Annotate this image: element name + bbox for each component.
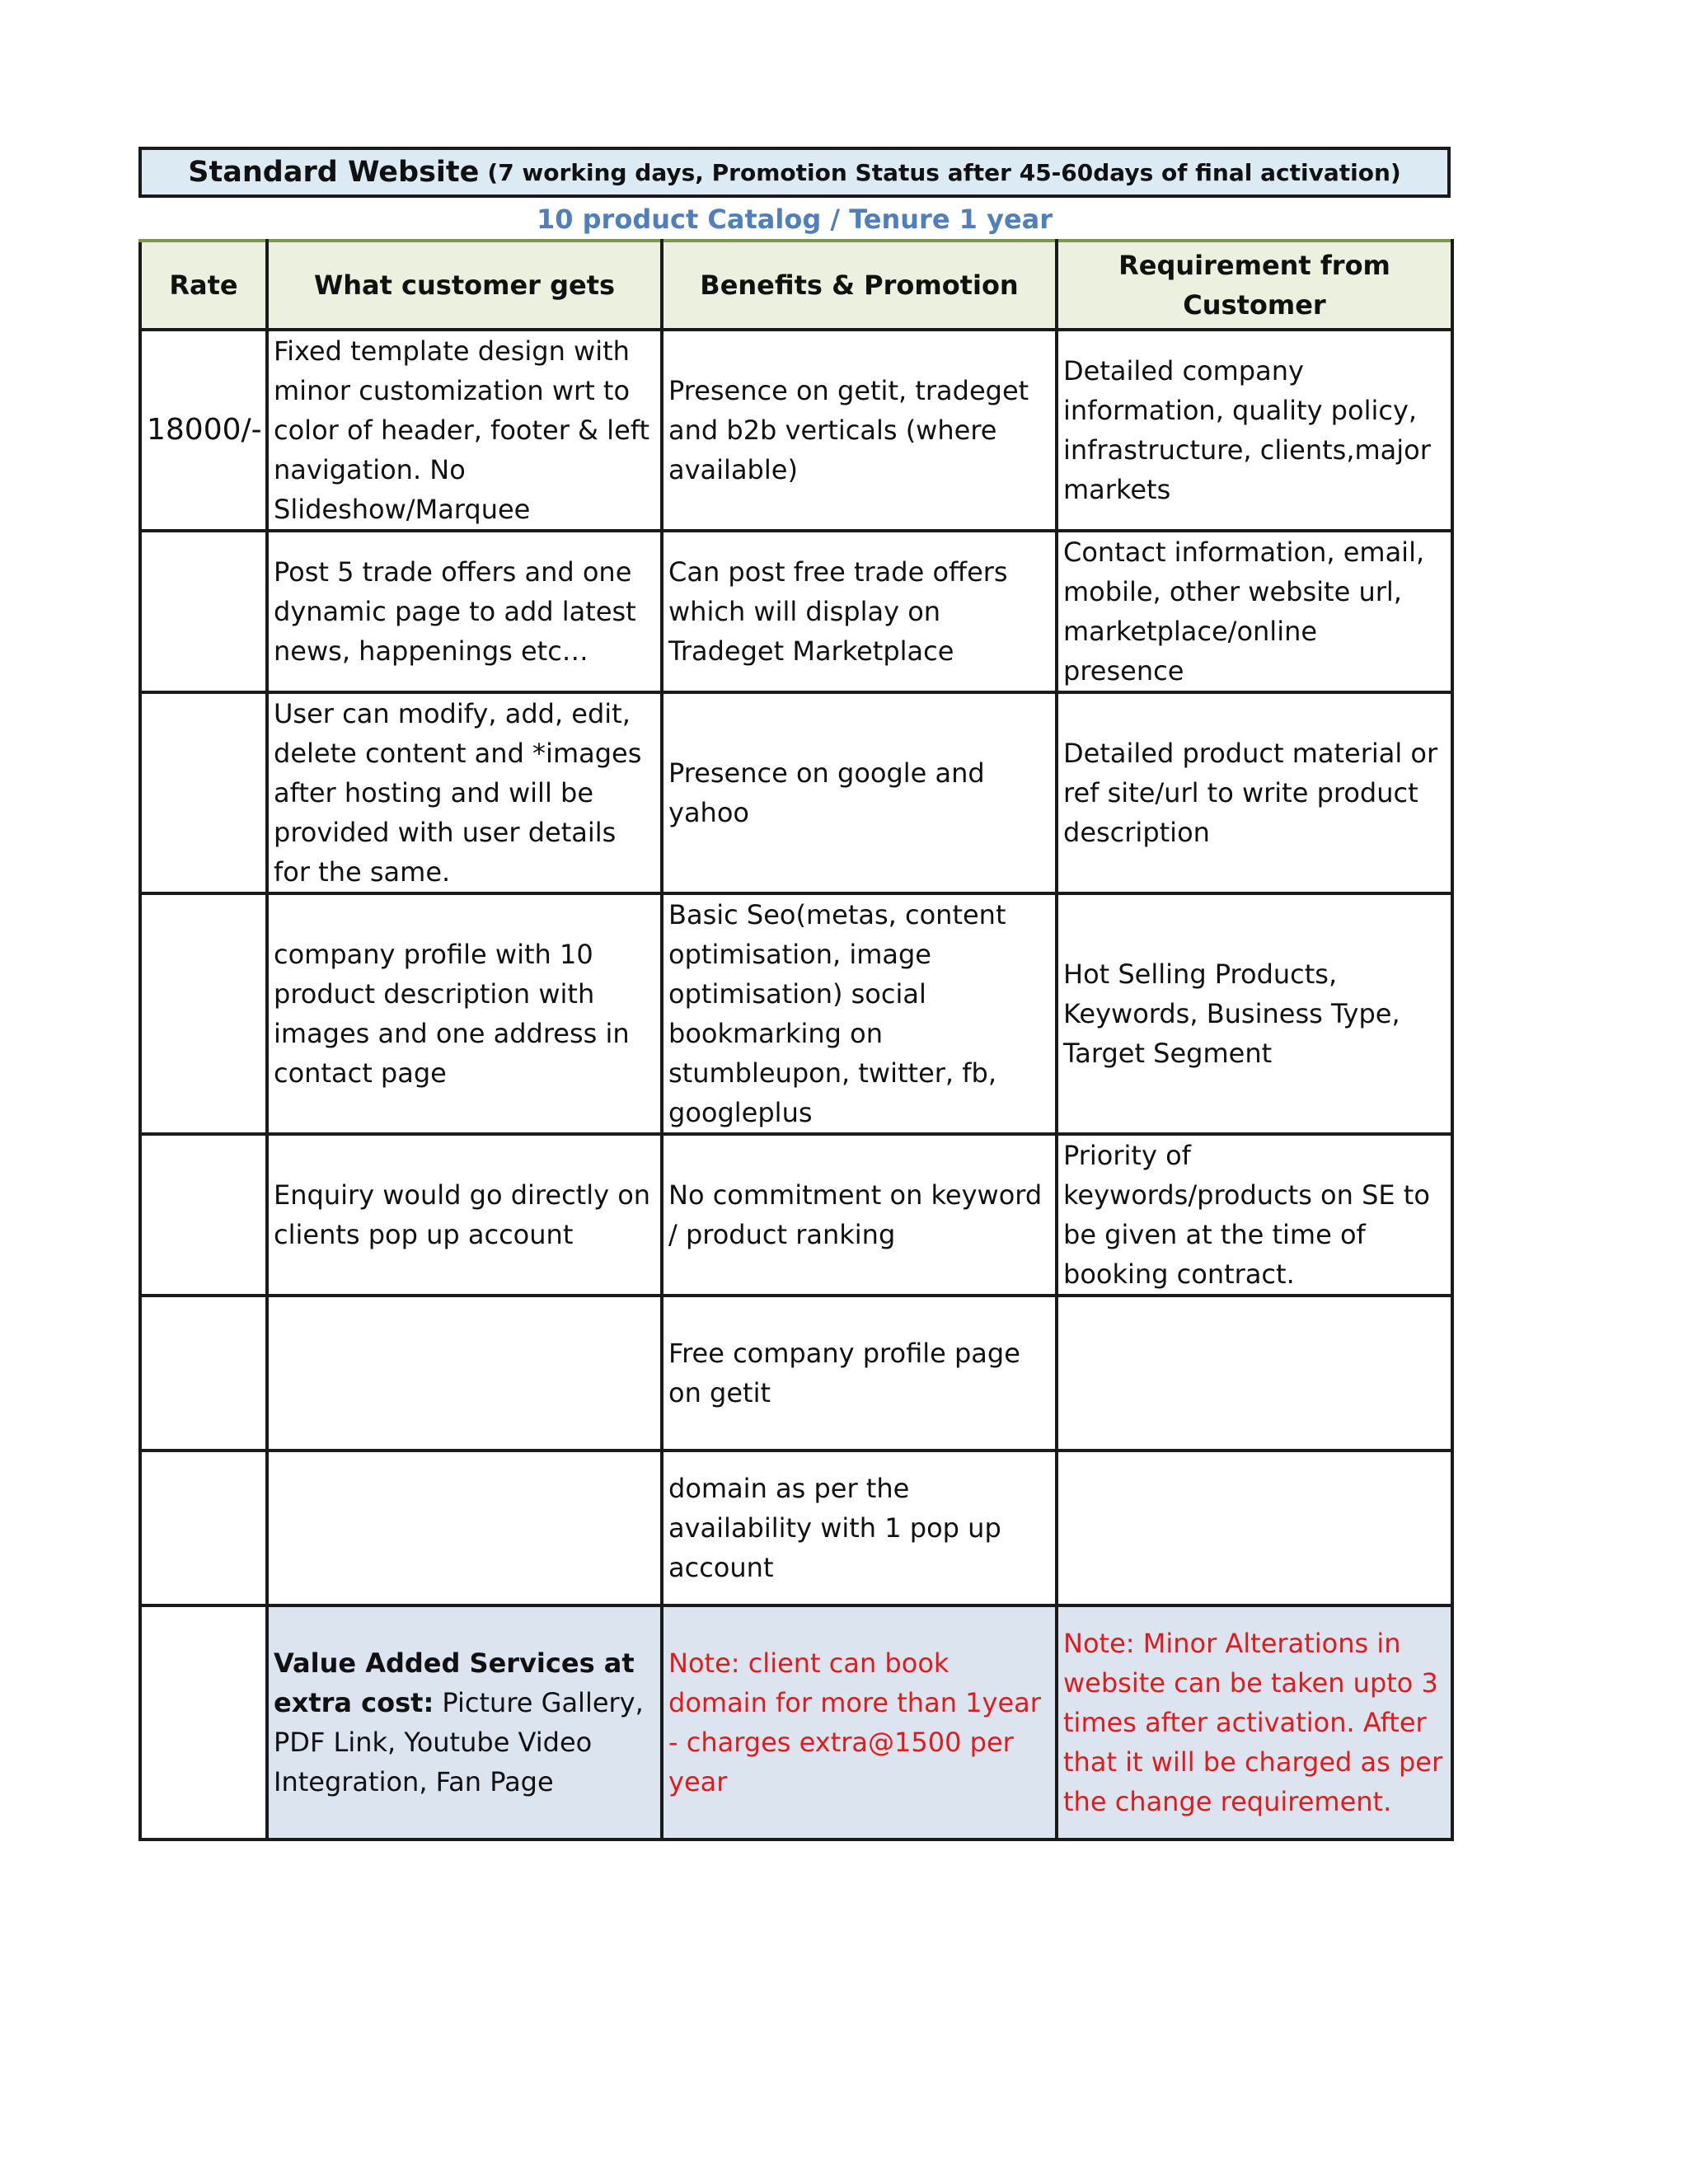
gets-cell: company profile with 10 product description with images and one address in contact page <box>267 893 662 1134</box>
requirement-cell <box>1057 1296 1452 1451</box>
subtitle: 10 product Catalog / Tenure 1 year <box>536 204 1053 235</box>
gets-cell: User can modify, add, edit, delete content and *images after hosting and will be provided with user details for the same. <box>267 692 662 893</box>
table-row-notes <box>140 1605 1452 1840</box>
alterations-note-cell: Note: Minor Alterations in website can be taken upto 3 times after activation. After that it will be charged as per the change requirement. <box>1057 1605 1452 1840</box>
column-header-gets: What customer gets <box>267 241 662 330</box>
table-row <box>140 330 1452 531</box>
benefits-cell: Presence on google and yahoo <box>662 692 1057 893</box>
value-added-services-cell <box>267 1605 662 1840</box>
benefits-cell: Basic Seo(metas, content optimisation, image optimisation) social bookmarking on stumbleupon, twitter, fb, googleplus <box>662 893 1057 1134</box>
rate-cell <box>140 1296 267 1451</box>
value-added-services-list: Picture Gallery, PDF Link, Youtube Video Integration, Fan Page <box>274 1687 644 1797</box>
rate-cell: 18000/- <box>140 330 267 531</box>
benefits-cell: No commitment on keyword / product ranking <box>662 1134 1057 1296</box>
benefits-cell: Can post free trade offers which will display on Tradeget Marketplace <box>662 531 1057 692</box>
gets-cell: Enquiry would go directly on clients pop up account <box>267 1134 662 1296</box>
domain-note-cell: Note: client can book domain for more than 1year - charges extra@1500 per year <box>662 1605 1057 1840</box>
column-header-benefits: Benefits & Promotion <box>662 241 1057 330</box>
benefits-cell: Presence on getit, tradeget and b2b verticals (where available) <box>662 330 1057 531</box>
table-header-row <box>140 241 1452 330</box>
rate-cell <box>140 1451 267 1605</box>
column-header-requirement: Requirement from Customer <box>1057 241 1452 330</box>
value-added-services-label: Value Added Services at extra cost: <box>274 1647 635 1718</box>
requirement-cell: Detailed product material or ref site/url to write product description <box>1057 692 1452 893</box>
gets-cell <box>267 1296 662 1451</box>
page-title: Standard Website <box>188 156 480 189</box>
rate-cell <box>140 692 267 893</box>
requirement-cell: Detailed company information, quality policy, infrastructure, clients,major markets <box>1057 330 1452 531</box>
gets-cell <box>267 1451 662 1605</box>
table-row <box>140 1296 1452 1451</box>
table-row <box>140 692 1452 893</box>
rate-cell <box>140 1605 267 1840</box>
requirement-cell: Hot Selling Products, Keywords, Business Type, Target Segment <box>1057 893 1452 1134</box>
table-row <box>140 1451 1452 1605</box>
benefits-cell: Free company profile page on getit <box>662 1296 1057 1451</box>
table-row <box>140 893 1452 1134</box>
benefits-cell: domain as per the availability with 1 pop up account <box>662 1451 1057 1605</box>
rate-cell <box>140 893 267 1134</box>
rate-cell <box>140 531 267 692</box>
column-header-rate: Rate <box>140 241 267 330</box>
rate-cell <box>140 1134 267 1296</box>
title-detail: (7 working days, Promotion Status after 45-60days of final activation) <box>487 158 1401 186</box>
requirement-cell <box>1057 1451 1452 1605</box>
table-row <box>140 1134 1452 1296</box>
requirement-cell: Contact information, email, mobile, other website url, marketplace/online presence <box>1057 531 1452 692</box>
gets-cell: Fixed template design with minor customization wrt to color of header, footer & left navigation. No Slideshow/Marquee <box>267 330 662 531</box>
gets-cell: Post 5 trade offers and one dynamic page to add latest news, happenings etc… <box>267 531 662 692</box>
title-banner <box>138 147 1451 198</box>
requirement-cell: Priority of keywords/products on SE to be given at the time of booking contract. <box>1057 1134 1452 1296</box>
table-row <box>140 531 1452 692</box>
package-table <box>138 239 1454 1841</box>
